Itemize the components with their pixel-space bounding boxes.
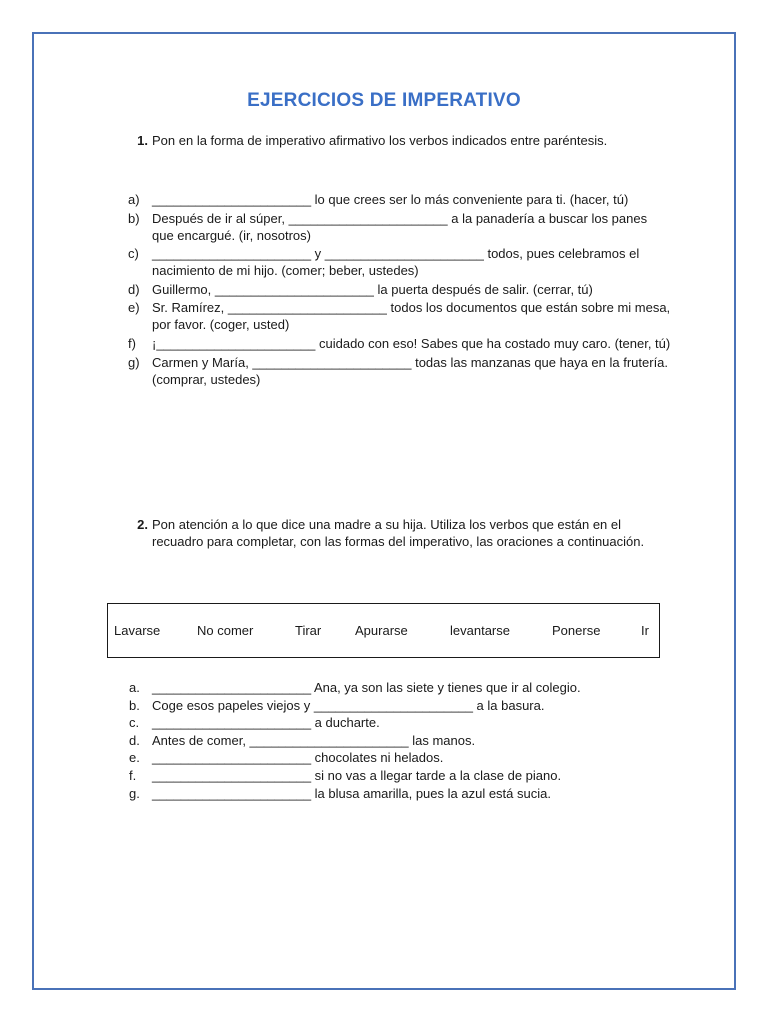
verb-option: No comer — [197, 623, 254, 638]
exercise-2-list — [112, 679, 672, 802]
item-text: ______________________ Ana, ya son las siete y tienes que ir al colegio. — [152, 680, 581, 695]
list-item — [112, 299, 672, 333]
list-item — [112, 697, 672, 715]
item-marker: g) — [128, 354, 140, 370]
item-marker: c) — [128, 246, 139, 262]
list-item — [112, 210, 672, 244]
item-text: ______________________ y ______________________ todos, pues celebramos el nacimiento de mi hijo. (comer; beber, ustedes) — [152, 246, 640, 279]
item-text: ______________________ a ducharte. — [152, 715, 380, 731]
verb-option: Lavarse — [114, 623, 161, 638]
item-text: ______________________ lo que crees ser lo más conveniente para ti. (hacer, tú) — [152, 192, 629, 207]
verb-option: Tirar — [295, 623, 322, 638]
item-marker: a. — [129, 680, 140, 695]
item-text: ______________________ chocolates ni helados. — [152, 750, 444, 766]
item-text: Carmen y María, ______________________ todas las manzanas que haya en la frutería. (comprar, ustedes) — [152, 354, 669, 387]
item-text: Después de ir al súper, ______________________ a la panadería a buscar los panes que encargué. (ir, nosotros) — [152, 210, 648, 243]
verb-option: levantarse — [450, 623, 510, 638]
item-text: Coge esos papeles viejos y ______________________ a la basura. — [152, 697, 545, 713]
item-marker: f) — [128, 335, 136, 351]
page-title: EJERCICIOS DE IMPERATIVO — [247, 90, 521, 111]
list-item — [112, 335, 672, 352]
item-marker: c. — [129, 715, 140, 731]
item-text: Sr. Ramírez, ______________________ todos los documentos que están sobre mi mesa, por favor. (coger, usted) — [152, 300, 671, 333]
exercise-1-number: 1. — [137, 133, 148, 148]
list-item — [112, 749, 672, 767]
item-marker: a) — [128, 192, 140, 207]
list-item — [112, 281, 672, 298]
item-marker: g. — [129, 785, 140, 801]
list-item — [112, 714, 672, 732]
item-text: ¡______________________ cuidado con eso! Sabes que ha costado muy caro. (tener, tú) — [152, 335, 671, 351]
verb-option: Ponerse — [552, 623, 601, 638]
item-marker: e) — [128, 300, 140, 316]
item-text: ______________________ la blusa amarilla, pues la azul está sucia. — [152, 785, 551, 801]
exercise-1-instruction — [112, 132, 672, 149]
verb-option: Apurarse — [355, 623, 408, 638]
list-item — [112, 679, 672, 697]
item-marker: b) — [128, 210, 140, 226]
item-marker: e. — [129, 750, 140, 766]
list-item — [112, 732, 672, 750]
item-text: Antes de comer, ______________________ las manos. — [152, 732, 476, 748]
item-marker: d) — [128, 281, 140, 297]
verb-box — [107, 603, 660, 658]
item-text: ______________________ si no vas a llegar tarde a la clase de piano. — [152, 767, 562, 783]
verb-option: Ir — [641, 623, 649, 638]
list-item — [112, 354, 672, 388]
list-item — [112, 785, 672, 803]
exercise-2-instruction-text: Pon atención a lo que dice una madre a su hija. Utiliza los verbos que están en el recuadro para completar, con las formas del imperativo, las oraciones a continuación. — [152, 517, 645, 549]
exercise-1-list — [112, 191, 672, 389]
item-text: Guillermo, ______________________ la puerta después de salir. (cerrar, tú) — [152, 281, 593, 297]
list-item — [112, 191, 672, 208]
exercise-2-number: 2. — [137, 517, 148, 532]
page-border — [32, 32, 736, 990]
list-item — [112, 767, 672, 785]
item-marker: f. — [129, 767, 137, 783]
list-item — [112, 245, 672, 279]
exercise-1-instruction-text: Pon en la forma de imperativo afirmativo los verbos indicados entre paréntesis. — [152, 133, 608, 148]
exercise-2-instruction — [112, 516, 672, 550]
item-marker: b. — [129, 697, 140, 713]
item-marker: d. — [129, 732, 140, 748]
